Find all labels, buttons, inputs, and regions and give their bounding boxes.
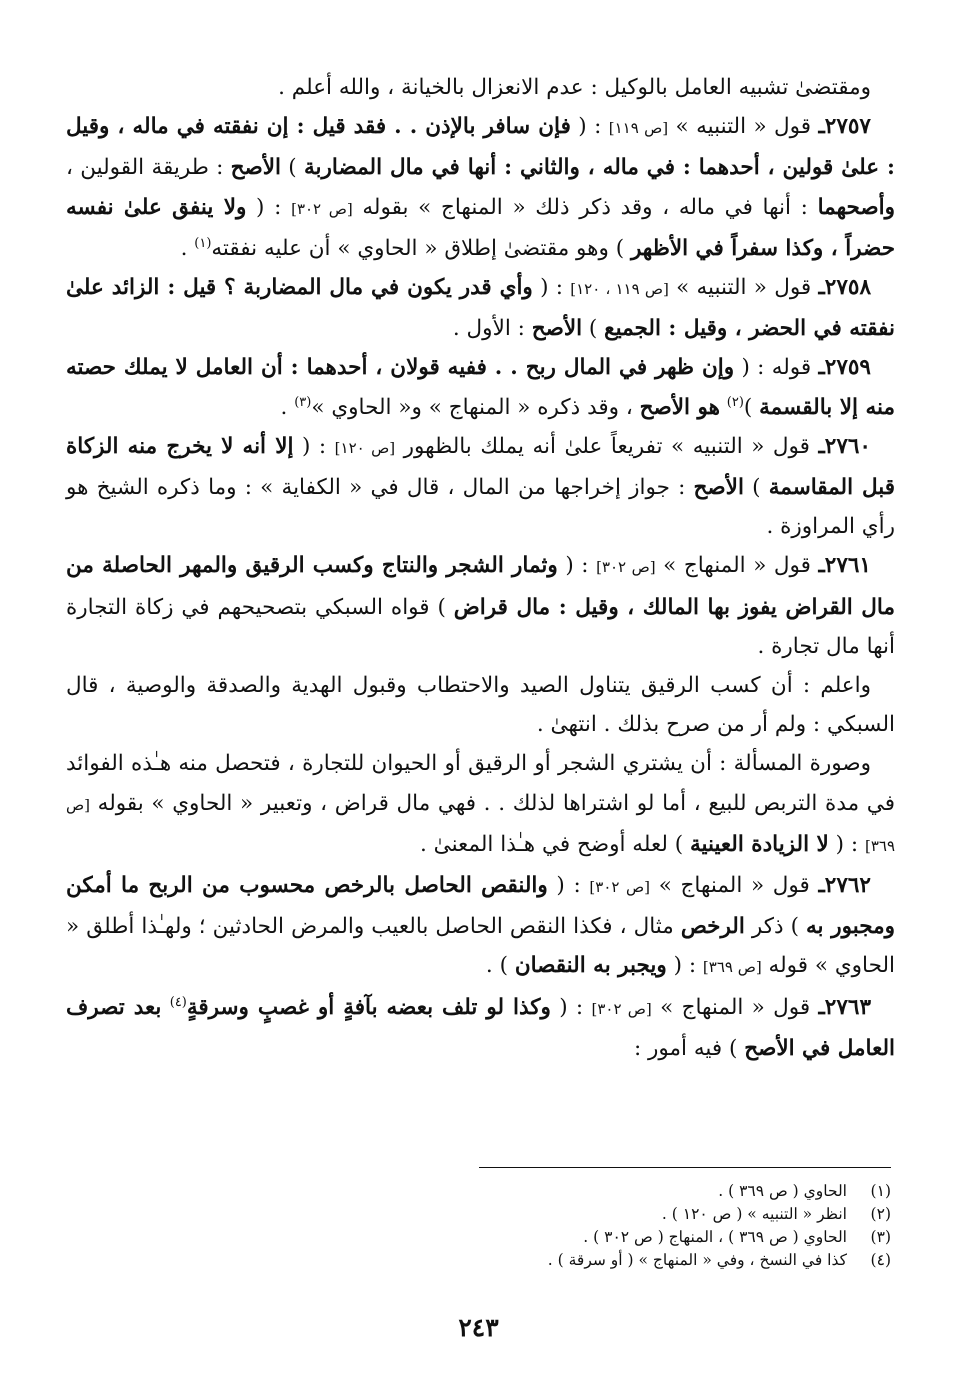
text-run: ) لعله أوضح في هـٰذا المعنىٰ . <box>419 831 690 857</box>
footnote-text: انظر « التنبيه » ( ص ١٢٠ ) . <box>661 1205 847 1223</box>
bold-text: ٢٧٦٣ـ <box>818 994 871 1020</box>
text-run: ) <box>743 394 760 420</box>
text-run: ) ذكر <box>744 914 807 940</box>
page-reference: [ص ٣٠٢] <box>291 199 353 218</box>
page-reference: [ص ٣٠٢] <box>589 878 651 897</box>
text-run: قول « المنهاج » <box>650 873 819 899</box>
footnote-marker: (٢) <box>726 394 744 410</box>
bold-text: ٢٧٥٨ـ <box>818 275 871 301</box>
text-run: : ( <box>550 994 592 1020</box>
footnote-text: الحاوي ( ص ٣٦٩ ) . <box>718 1182 847 1200</box>
text-run: . <box>280 394 295 420</box>
text-run: : الأول . <box>452 316 532 342</box>
bold-text: وثمار الشجر والنتاج وكسب الرقيق والمهر الحاصلة من مال القراض يفوز بها المالك ، وقيل : مال قراض <box>66 553 895 620</box>
bold-text: ٢٧٦٢ـ <box>818 873 871 899</box>
footnote-text: كذا في النسخ ، وفي « المنهاج » ( أو سرقة ) . <box>547 1251 847 1269</box>
bold-text: وأي قدر يكون في مال المضاربة ؟ قيل : الزائد علىٰ نفقته في الحضر ، وقيل : الجميع <box>66 275 895 342</box>
bold-text: والنقص الحاصل بالرخص محسوب من الربح ما أمكن ومجبور به <box>66 873 895 940</box>
text-run: : ( <box>547 873 590 899</box>
page-reference: [ص ١١٩ ، ١٢٠] <box>570 280 669 299</box>
text-run: : ( <box>557 553 597 579</box>
footnote-item <box>291 1180 891 1203</box>
page-reference: [ص ١١٩] <box>608 119 669 138</box>
paragraph <box>66 988 895 1068</box>
text-run: قول « التنبيه » تفريعاً علىٰ أنه يملك بالظهور <box>395 433 819 459</box>
footnote-number: (٣) <box>870 1228 891 1246</box>
text-run: ومقتضىٰ تشبيه العامل بالوكيل : عدم الانعزال بالخيانة ، والله أعلم . <box>278 75 871 100</box>
text-run: . <box>180 235 195 261</box>
bold-text: ٢٧٦٠ـ <box>818 433 871 459</box>
text-run: : ( <box>246 194 292 220</box>
text-run <box>720 395 727 420</box>
footnote-item <box>291 1249 891 1272</box>
text-run: : جواز إخراجها من المال ، قال في « الكفاية » : وما ذكره الشيخ هو رأي المراوزة . <box>66 475 895 540</box>
text-run: : أنها في ماله ، وقد ذكر ذلك « المنهاج » بقوله <box>352 194 818 220</box>
bold-text: الأصح <box>531 316 583 342</box>
bold-text: الأصح <box>230 155 282 181</box>
bold-text: فإن سافر بالإذن . . فقد قيل : إن نفقته في ماله ، وقيل : علىٰ قولين ، أحدهما : في ماله ، والثاني : أنها في مال المضاربة <box>66 114 895 181</box>
text-run: وصورة المسألة : أن يشتري الشجر أو الرقيق أو الحيوان للتجارة ، فتحصل منه هـٰذه الفوائد في مدة التربص للبيع ، أما لو اشتراها لذلك . . فهي مال قراض ، وتعبير « الحاوي » بقوله <box>66 751 895 816</box>
text-run: ) فيه أمور : <box>633 1035 745 1061</box>
bold-text: وكذا لو تلف بعضه بآفةٍ أو غصبٍ وسرقةٍ <box>186 994 551 1020</box>
footnotes <box>291 1180 891 1272</box>
text-run: ) <box>281 155 304 181</box>
paragraph <box>66 68 895 107</box>
bold-text: هو الأصح <box>639 394 720 420</box>
footnote-number: (٤) <box>870 1251 891 1269</box>
paragraph <box>66 107 895 268</box>
page-reference: [ص ٣٠٢] <box>596 558 656 577</box>
paragraph <box>66 744 895 866</box>
bold-text: لا الزيادة العينية <box>689 831 829 857</box>
text-run: : ( <box>532 275 571 301</box>
text-run: ، وقد ذكره « المنهاج » و« الحاوي » <box>311 394 640 420</box>
page-reference: [ص ١٢٠] <box>334 438 396 457</box>
page-reference: [ص ٣٠٢] <box>591 999 652 1018</box>
text-run: قول « المنهاج » <box>655 553 819 579</box>
footnote-number: (١) <box>870 1182 891 1200</box>
text-run: قول « التنبيه » <box>668 275 819 301</box>
paragraph <box>66 427 895 547</box>
text-run: قول « المنهاج » <box>651 994 819 1020</box>
bold-text: ولا ينفق علىٰ نفسه حضراً ، وكذا سفراً في الأظهر <box>66 194 895 261</box>
footnote-text: الحاوي ( ص ٣٦٩ ) ، المنهاج ( ص ٣٠٢ ) . <box>583 1228 847 1246</box>
text-run: واعلم : أن كسب الرقيق يتناول الصيد والاحتطاب وقبول الهدية والصدقة والوصية ، قال السبكي : ولم أر من صرح بذلك . انتهىٰ . <box>66 673 895 738</box>
main-text <box>66 68 895 1068</box>
paragraph <box>66 866 895 988</box>
footnote-item <box>291 1203 891 1226</box>
paragraph <box>66 546 895 666</box>
text-run: : ( <box>666 953 703 979</box>
text-run: ) . <box>485 953 515 979</box>
text-run: ) <box>582 316 605 342</box>
bold-text: بعد تصرف العامل في الأصح <box>66 994 895 1061</box>
bold-text: الأصح <box>693 475 744 501</box>
text-run: قوله : ( <box>734 355 819 381</box>
footnote-marker: (٣) <box>294 394 312 410</box>
text-run: مثال ، فكذا النقص الحاصل بالعيب والمرض الحادثين ؛ ولهـٰذا أطلق « الحاوي » قوله <box>66 914 895 979</box>
text-run: : ( <box>570 114 609 140</box>
text-run <box>161 995 169 1020</box>
bold-text: وإن ظهر في المال ربح . . ففيه قولان ، أحدهما : أن العامل لا يملك حصته منه إلا بالقسمة <box>66 355 895 420</box>
paragraph <box>66 348 895 426</box>
bold-text: ٢٧٥٩ـ <box>818 355 871 381</box>
page-number: ٢٤٣ <box>458 1313 499 1342</box>
text-run: ) قواه السبكي بتصحيحهم في زكاة التجارة أنها مال تجارة . <box>66 594 895 659</box>
bold-text: ٢٧٦١ـ <box>818 553 871 579</box>
footnote-marker: (١) <box>194 235 212 251</box>
bold-text: إلا أنه لا يخرج منه الزكاة قبل المقاسمة <box>66 433 895 501</box>
paragraph <box>66 268 895 348</box>
paragraph <box>66 666 895 744</box>
text-run: : ( <box>828 831 865 857</box>
text-run: ) وهو مقتضىٰ إطلاق « الحاوي » أن عليه نفقته <box>211 235 631 261</box>
bold-text: ٢٧٥٧ـ <box>818 114 871 140</box>
bold-text: وأصحهما <box>817 194 895 220</box>
bold-text: الرخص <box>680 914 745 940</box>
footnote-number: (٢) <box>870 1205 891 1223</box>
text-run: : طريقة القولين ، <box>66 155 231 181</box>
bold-text: ويجبر به النقصان <box>514 953 667 979</box>
footnote-divider <box>479 1167 891 1168</box>
page-reference: [ص ٣٦٩] <box>702 958 762 977</box>
text-run: قول « التنبيه » <box>668 114 819 140</box>
text-run: : ( <box>293 433 335 459</box>
text-run: ) <box>743 475 769 501</box>
footnote-item <box>291 1226 891 1249</box>
page-reference: [ص ٣٦٩] <box>66 795 895 855</box>
footnote-marker: (٤) <box>169 994 187 1010</box>
